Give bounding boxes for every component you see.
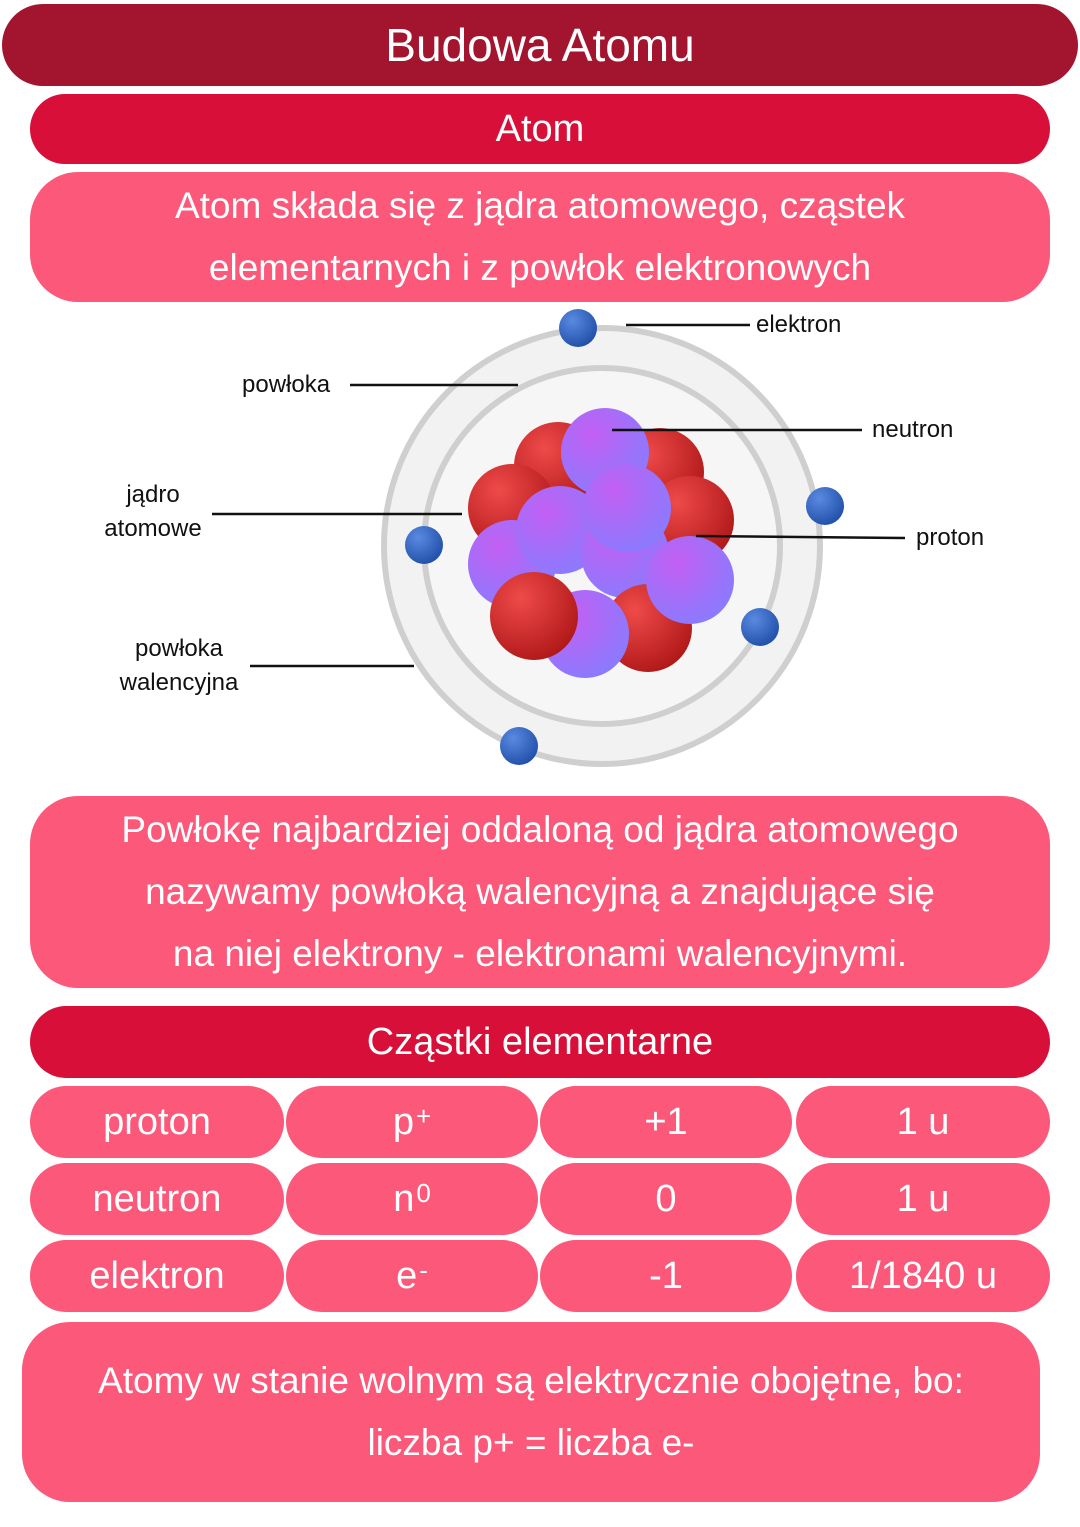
proton-particle (490, 572, 578, 660)
label-proton: proton (916, 524, 985, 551)
electron-particle (806, 487, 844, 525)
particle-symbol-sup: - (419, 1254, 428, 1285)
particle-mass-cell: 1 u (796, 1086, 1050, 1158)
conclusion-box (22, 1322, 1040, 1502)
electron-particle (500, 727, 538, 765)
label-valence-line-1: powłoka (134, 635, 224, 662)
particle-symbol: e (396, 1254, 418, 1297)
particle-symbol: n (393, 1177, 415, 1220)
particles-section-header: Cząstki elementarne (30, 1006, 1050, 1078)
particle-symbol-cell (286, 1240, 538, 1312)
valence-line-1: Powłokę najbardziej oddaloną od jądra atomowego (121, 809, 959, 850)
particle-charge-cell: -1 (540, 1240, 792, 1312)
particle-symbol: p (392, 1100, 414, 1143)
particle-symbol-cell (286, 1163, 538, 1235)
intro-line-1: Atom składa się z jądra atomowego, cząstek (174, 185, 906, 226)
atom-section-header: Atom (30, 94, 1050, 164)
particle-charge-cell: +1 (540, 1086, 792, 1158)
intro-box (30, 172, 1050, 302)
page-title: Budowa Atomu (2, 4, 1078, 86)
conclusion-line-2: liczba p+ = liczba e- (367, 1422, 695, 1463)
particle-charge-cell: 0 (540, 1163, 792, 1235)
label-electron: elektron (756, 311, 842, 338)
electron-particle (559, 309, 597, 347)
particle-mass-cell: 1 u (796, 1163, 1050, 1235)
particle-symbol-cell (286, 1086, 538, 1158)
label-nucleus-line-2: atomowe (104, 515, 202, 542)
label-nucleus-line-1: jądro (126, 481, 180, 508)
particle-name-cell: neutron (30, 1163, 284, 1235)
label-neutron: neutron (872, 416, 954, 443)
particle-name-cell: proton (30, 1086, 284, 1158)
electron-particle (741, 608, 779, 646)
neutron-particle (646, 536, 734, 624)
conclusion-line-1: Atomy w stanie wolnym są elektrycznie obojętne, bo: (98, 1360, 964, 1401)
valence-description-box (30, 796, 1050, 988)
label-nucleus (88, 478, 218, 546)
valence-line-2: nazywamy powłoką walencyjną a znajdujące się (145, 871, 935, 912)
electron-particle (405, 526, 443, 564)
particle-symbol-sup: + (415, 1100, 432, 1131)
intro-line-2: elementarnych i z powłok elektronowych (208, 247, 872, 288)
neutron-particle (583, 464, 671, 552)
label-valence-line-2: walencyjna (119, 669, 239, 696)
label-valence-shell (100, 632, 258, 700)
valence-line-3: na niej elektrony - elektronami walencyjnymi. (172, 933, 908, 974)
particle-name-cell: elektron (30, 1240, 284, 1312)
particle-symbol-sup: 0 (416, 1177, 431, 1208)
label-shell: powłoka (242, 371, 331, 398)
particle-mass-cell: 1/1840 u (796, 1240, 1050, 1312)
